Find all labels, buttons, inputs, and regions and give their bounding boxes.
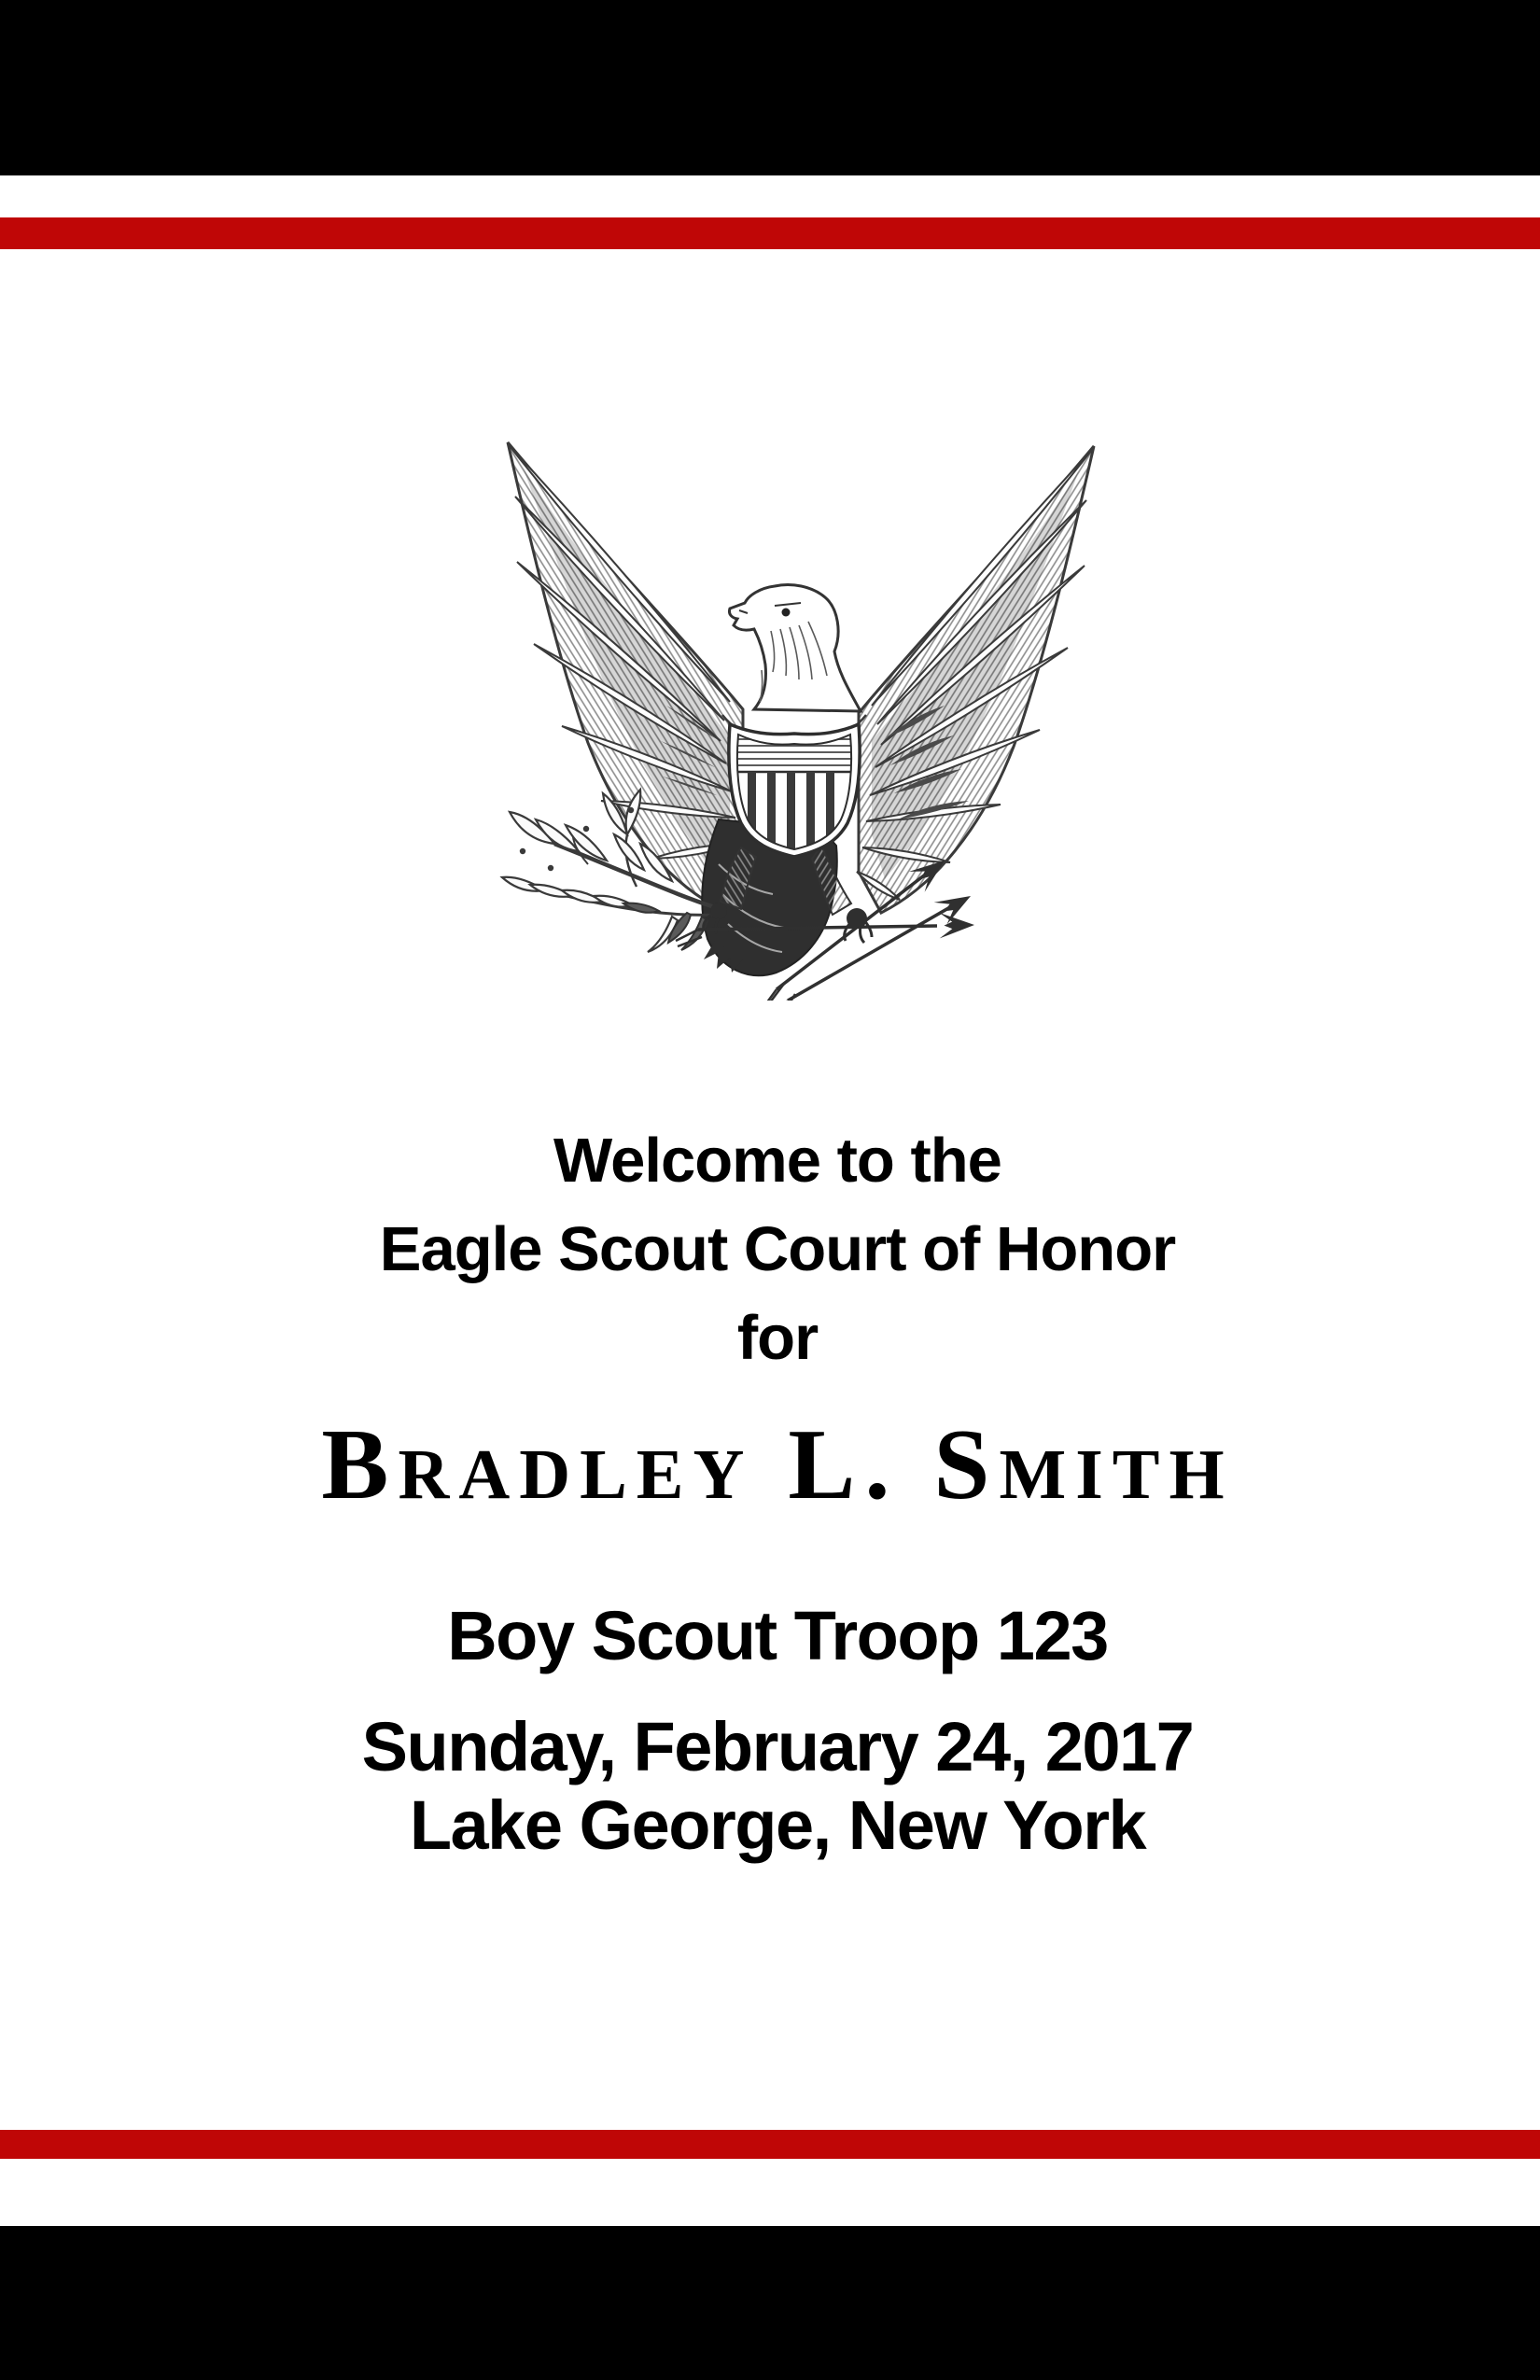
event-date: Sunday, February 24, 2017 <box>361 1708 1194 1785</box>
welcome-line-1: Welcome to the <box>553 1126 1001 1196</box>
troop-line: Boy Scout Troop 123 <box>447 1597 1108 1674</box>
bottom-red-stripe <box>0 2130 1540 2159</box>
welcome-heading <box>15 1116 1540 1382</box>
top-red-stripe <box>0 217 1540 249</box>
eagle-emblem <box>495 429 1106 1001</box>
top-black-border <box>0 0 1540 175</box>
bottom-black-border <box>0 2226 1540 2380</box>
eagle-head <box>729 585 861 712</box>
welcome-line-2: Eagle Scout Court of Honor <box>379 1214 1176 1284</box>
event-location: Lake George, New York <box>409 1786 1146 1864</box>
engraved-american-eagle-icon <box>495 429 1106 1001</box>
welcome-line-3: for <box>736 1303 819 1373</box>
honoree-name: Bradley L. Smith <box>321 1409 1234 1520</box>
eagle-right-wing <box>857 446 1094 913</box>
event-details <box>15 1708 1540 1865</box>
